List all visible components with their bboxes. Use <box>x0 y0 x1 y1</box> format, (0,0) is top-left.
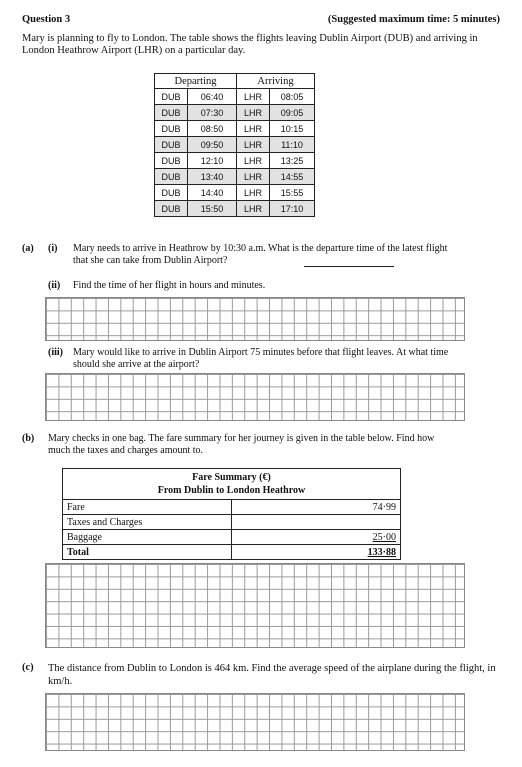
cell: 13:25 <box>270 153 315 169</box>
fare-label: Fare <box>63 500 232 515</box>
part-a-i-text: Mary needs to arrive in Heathrow by 10:30 a.m. What is the departure time of the latest flight that she can take from Dublin Airport? <box>73 243 448 266</box>
cell: LHR <box>237 153 270 169</box>
table-row <box>155 137 315 153</box>
cell: LHR <box>237 185 270 201</box>
departing-header: Departing <box>155 74 237 89</box>
cell: DUB <box>155 185 188 201</box>
part-a-i-label: (i) <box>48 243 58 254</box>
cell: DUB <box>155 137 188 153</box>
fare-summary-header <box>63 469 401 500</box>
fare-value[interactable] <box>232 515 401 530</box>
table-row <box>155 185 315 201</box>
part-a-iii-text: Mary would like to arrive in Dublin Airport 75 minutes before that flight leaves. At what time should she arrive at the airport? <box>73 347 449 370</box>
working-grid-b[interactable] <box>45 563 465 648</box>
cell: LHR <box>237 89 270 105</box>
part-b-text: Mary checks in one bag. The fare summary for her journey is given in the table below. Find how much the taxes and charges amount to. <box>48 433 435 456</box>
table-row <box>63 545 401 560</box>
fare-value: 74·99 <box>232 500 401 515</box>
working-grid-a-iii[interactable] <box>45 373 465 421</box>
fare-summary-title: Fare Summary (€) <box>192 472 271 483</box>
table-row <box>155 89 315 105</box>
suggested-time: (Suggested maximum time: 5 minutes) <box>327 14 500 25</box>
cell: DUB <box>155 169 188 185</box>
fare-summary-table <box>62 468 401 560</box>
cell: LHR <box>237 169 270 185</box>
table-row <box>155 169 315 185</box>
part-b-label: (b) <box>22 433 35 444</box>
cell: DUB <box>155 105 188 121</box>
cell: DUB <box>155 201 188 217</box>
cell: 09:05 <box>270 105 315 121</box>
cell: LHR <box>237 137 270 153</box>
cell: 09:50 <box>188 137 237 153</box>
cell: 12:10 <box>188 153 237 169</box>
cell: LHR <box>237 121 270 137</box>
cell: 15:50 <box>188 201 237 217</box>
answer-line[interactable] <box>304 266 394 267</box>
cell: 13:40 <box>188 169 237 185</box>
cell: DUB <box>155 153 188 169</box>
flight-table <box>154 73 315 217</box>
cell: 14:55 <box>270 169 315 185</box>
cell: 10:15 <box>270 121 315 137</box>
part-a-iii-label: (iii) <box>48 347 63 358</box>
table-row <box>155 105 315 121</box>
question-title: Question 3 <box>22 14 71 25</box>
cell: 08:50 <box>188 121 237 137</box>
table-row <box>63 515 401 530</box>
working-grid-a-ii[interactable] <box>45 297 465 341</box>
fare-label: Taxes and Charges <box>63 515 232 530</box>
cell: DUB <box>155 121 188 137</box>
cell: 11:10 <box>270 137 315 153</box>
cell: 08:05 <box>270 89 315 105</box>
cell: 06:40 <box>188 89 237 105</box>
cell: LHR <box>237 201 270 217</box>
table-row <box>155 153 315 169</box>
part-c-text: The distance from Dublin to London is 464 km. Find the average speed of the airplane during the flight, in km/h. <box>48 663 496 687</box>
cell: LHR <box>237 105 270 121</box>
fare-summary-subtitle: From Dublin to London Heathrow <box>157 485 306 496</box>
table-row <box>63 500 401 515</box>
fare-label: Baggage <box>63 530 232 545</box>
cell: 14:40 <box>188 185 237 201</box>
working-grid-c[interactable] <box>45 693 465 751</box>
fare-label: Total <box>63 545 232 560</box>
table-row <box>63 530 401 545</box>
cell: 07:30 <box>188 105 237 121</box>
table-row <box>155 121 315 137</box>
cell: DUB <box>155 89 188 105</box>
part-a-label: (a) <box>22 243 34 254</box>
fare-value: 133·88 <box>232 545 401 560</box>
part-c-label: (c) <box>22 662 34 673</box>
table-row <box>155 201 315 217</box>
fare-value: 25·00 <box>232 530 401 545</box>
question-intro: Mary is planning to fly to London. The table shows the flights leaving Dublin Airport (DUB) and arriving in London Heathrow Airport (LHR) on a particular day. <box>22 33 478 56</box>
part-a-ii-label: (ii) <box>48 280 61 291</box>
cell: 17:10 <box>270 201 315 217</box>
part-a-ii-text: Find the time of her flight in hours and minutes. <box>73 280 266 291</box>
cell: 15:55 <box>270 185 315 201</box>
arriving-header: Arriving <box>237 74 315 89</box>
